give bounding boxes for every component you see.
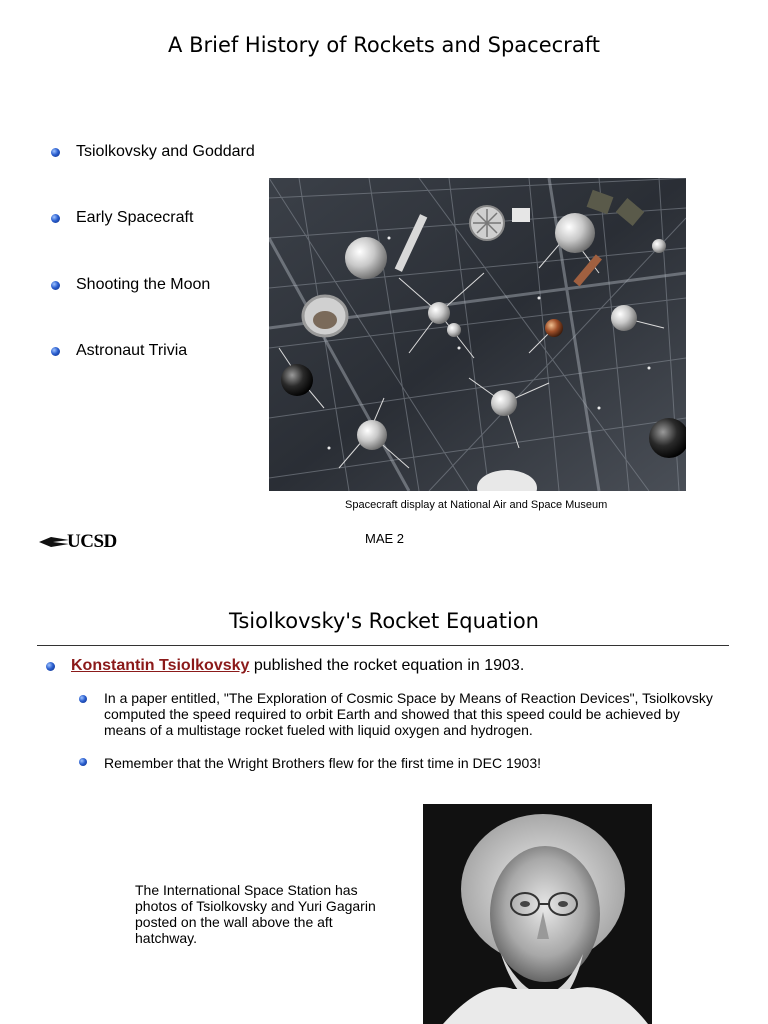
sub-bullet: Remember that the Wright Brothers flew for the first time in DEC 1903! xyxy=(104,755,542,771)
main-bullet-text: published the rocket equation in 1903. xyxy=(249,657,525,674)
iss-note: The International Space Station has photos of Tsiolkovsky and Yuri Gagarin posted on the wall above the aft hatchway. xyxy=(135,882,376,946)
slide2-title: Tsiolkovsky's Rocket Equation xyxy=(229,609,539,633)
spacecraft-photo xyxy=(269,178,686,491)
sub-bullet: In a paper entitled, "The Exploration of Cosmic Space by Means of Reaction Devices", Tsiolkovsky computed the speed required to orbit Earth and showed that this speed could be achieved by means of a multistage rocket fueled with liquid oxygen and hydrogen. xyxy=(104,690,713,738)
title-divider xyxy=(37,645,729,646)
bullet-icon xyxy=(51,347,60,356)
bullet-icon xyxy=(51,148,60,157)
main-bullet xyxy=(71,657,524,675)
bullet-icon xyxy=(46,662,55,671)
tsiolkovsky-link[interactable]: Konstantin Tsiolkovsky xyxy=(71,657,250,674)
trident-icon xyxy=(39,535,69,549)
logo-text: UCSD xyxy=(67,531,117,552)
course-label: MAE 2 xyxy=(365,531,405,546)
ucsd-logo xyxy=(39,531,139,553)
bullet-icon xyxy=(79,758,87,766)
list-item: Tsiolkovsky and Goddard xyxy=(76,143,255,160)
tsiolkovsky-portrait xyxy=(423,804,652,1024)
slide1-title: A Brief History of Rockets and Spacecraft xyxy=(168,33,600,57)
list-item: Shooting the Moon xyxy=(76,276,211,293)
list-item: Early Spacecraft xyxy=(76,209,194,226)
bullet-icon xyxy=(51,281,60,290)
bullet-icon xyxy=(79,695,87,703)
bullet-icon xyxy=(51,214,60,223)
photo-caption: Spacecraft display at National Air and Space Museum xyxy=(345,499,608,511)
list-item: Astronaut Trivia xyxy=(76,342,188,359)
